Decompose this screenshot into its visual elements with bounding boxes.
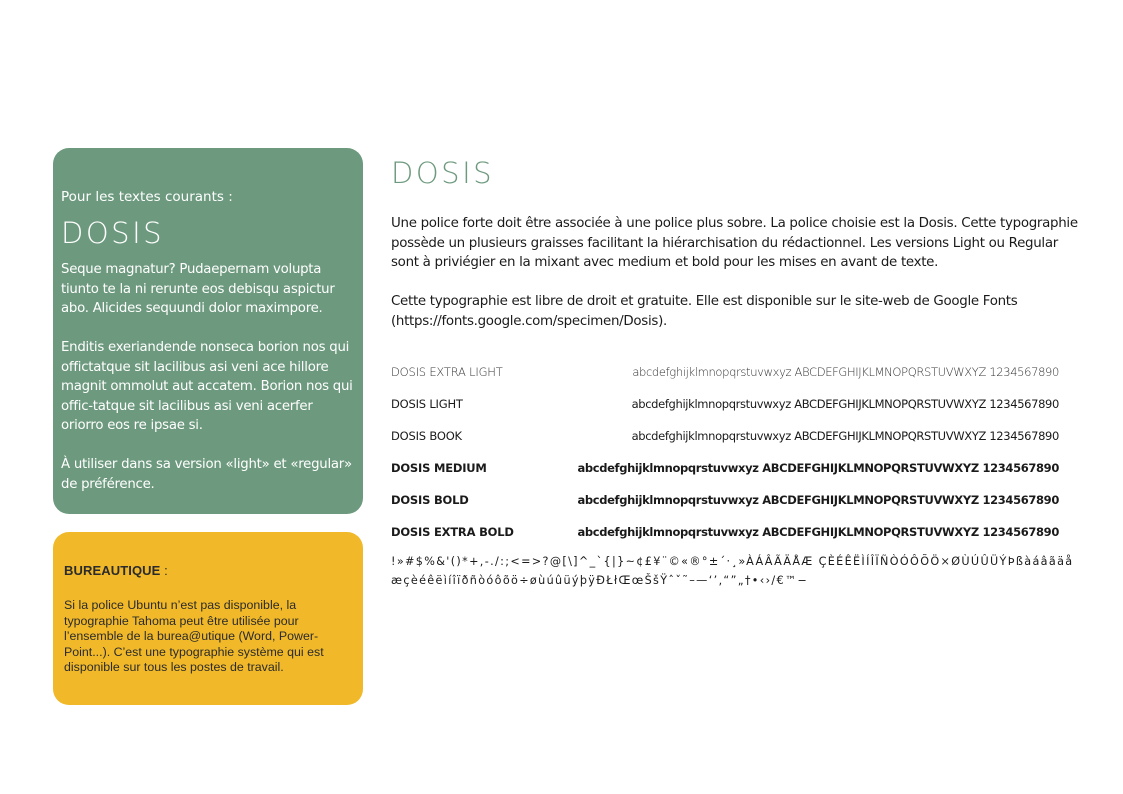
specimen-name: DOSIS EXTRA BOLD (391, 525, 514, 539)
card-intro: Pour les textes courants : (61, 189, 233, 205)
specimen-sample: abcdefghijklmnopqrstuvwxyz ABCDEFGHIJKLMNOPQRSTUVWXYZ 1234567890 (577, 461, 1059, 475)
specimen-name: DOSIS LIGHT (391, 397, 463, 411)
dosis-info-card (53, 148, 363, 514)
specimen-row-light (391, 388, 1059, 420)
specimen-row-book (391, 420, 1059, 452)
specimen-name: DOSIS MEDIUM (391, 461, 487, 475)
specimen-row-bold (391, 484, 1059, 516)
specimen-sample: abcdefghijklmnopqrstuvwxyz ABCDEFGHIJKLMNOPQRSTUVWXYZ 1234567890 (631, 397, 1059, 411)
description-paragraph-1: Une police forte doit être associée à une police plus sobre. La police choisie est la Dosis. Cette typographie possède un plusieurs graisses facilitant la hiérarchisation du rédactionnel. Les versions Light ou Regular sont à priviégier en la mixant avec medium et bold pour les mises en avant de texte. (391, 216, 1078, 270)
font-weight-specimens (391, 356, 1059, 548)
specimen-sample: abcdefghijklmnopqrstuvwxyz ABCDEFGHIJKLMNOPQRSTUVWXYZ 1234567890 (577, 525, 1059, 539)
specimen-name: DOSIS EXTRA LIGHT (391, 365, 503, 379)
card-title: DOSIS (61, 216, 165, 250)
specimen-row-medium (391, 452, 1059, 484)
main-section (391, 150, 1081, 351)
office-card-title (64, 563, 353, 578)
office-card-title-text: BUREAUTIQUE (64, 563, 161, 578)
specimen-name: DOSIS BOOK (391, 429, 462, 443)
page-title: DOSIS (391, 156, 495, 190)
card-paragraph-2: Enditis exeriandende nonseca borion nos qui offictatque sit lacilibus asi veni ace hillore magnit ommolut aut accatem. Borion nos qui offic-tatque sit lacilibus asi veni acerfer oriorro eos re ipsae si. (61, 340, 353, 433)
office-card (53, 532, 363, 705)
card-paragraph-1: Seque magnatur? Pudaepernam volupta tiunto te la ni rerunte eos debisqu aspictur abo. Alicides sequundi dolor maximpore. (61, 262, 335, 316)
specimen-sample: abcdefghijklmnopqrstuvwxyz ABCDEFGHIJKLMNOPQRSTUVWXYZ 1234567890 (632, 365, 1059, 379)
card-paragraph-3: À utiliser dans sa version «light» et «regular» de préférence. (61, 457, 352, 492)
specimen-sample: abcdefghijklmnopqrstuvwxyz ABCDEFGHIJKLMNOPQRSTUVWXYZ 1234567890 (577, 493, 1059, 507)
specimen-row-extra-light (391, 356, 1059, 388)
specimen-name: DOSIS BOLD (391, 493, 469, 507)
glyph-set: !»#$%&'()*+,-./:;<=>?@[\]^_`{|}~¢£¥¨©«®°±´·¸»ÀÁÂÃÄÅÆ ÇÈÉÊËÌÍÎÏÑÒÓÔÕÖ×ØÙÚÛÜÝÞßàáâãäåæçèéêëìíîïðñòóôõö÷øùúûüýþÿĐŁłŒœŠšŸˆˇ˜–—‘’‚“”„†•‹›/€™− (391, 555, 1074, 587)
office-card-title-colon: : (160, 563, 168, 578)
specimen-sample: abcdefghijklmnopqrstuvwxyz ABCDEFGHIJKLMNOPQRSTUVWXYZ 1234567890 (631, 429, 1059, 443)
office-card-text: Si la police Ubuntu n’est pas disponible, la typographie Tahoma peut être utilisée pour l’ensemble de la burea@utique (Word, Power-Point...). C’est une typographie système qui est disponible sur tous les postes de travail. (64, 598, 324, 675)
specimen-row-extra-bold (391, 516, 1059, 548)
description-paragraph-2: Cette typographie est libre de droit et gratuite. Elle est disponible sur le site-web de Google Fonts (https://fonts.google.com/specimen/Dosis). (391, 294, 1018, 329)
